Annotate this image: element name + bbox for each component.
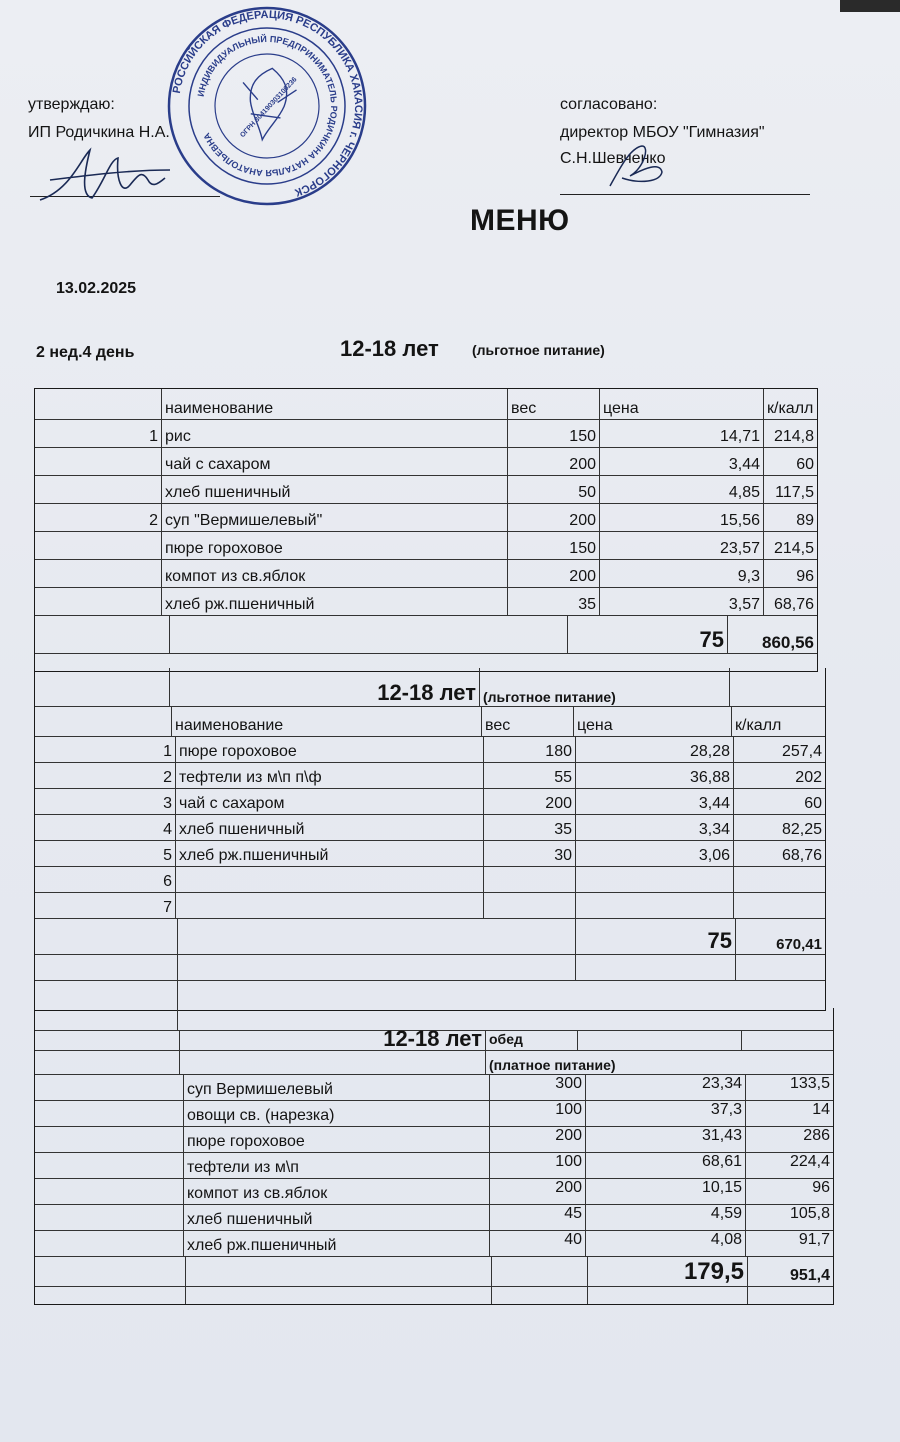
dish-name: суп Вермишелевый xyxy=(183,1074,489,1100)
dish-name: хлеб рж.пшеничный xyxy=(183,1230,489,1256)
dish-kcal: 60 xyxy=(763,447,817,475)
menu-table-3 xyxy=(34,1008,834,1305)
dish-price: 3,57 xyxy=(599,587,763,615)
menu-table-2 xyxy=(34,668,826,1011)
dish-price: 15,56 xyxy=(599,503,763,531)
dish-name: тефтели из м\п xyxy=(183,1152,489,1178)
table2-title-row xyxy=(35,668,825,707)
dish-kcal: 214,8 xyxy=(763,419,817,447)
dish-name: суп "Вермишелевый" xyxy=(161,503,507,531)
col-price-header: цена xyxy=(573,706,731,736)
table1-total-price: 75 xyxy=(567,615,727,653)
table-row xyxy=(35,1100,833,1127)
table-row xyxy=(35,419,817,448)
dish-kcal: 257,4 xyxy=(733,736,825,762)
row-number: 1 xyxy=(149,428,158,445)
dish-name: тефтели из м\п п\ф xyxy=(175,762,483,788)
dish-weight: 200 xyxy=(507,503,599,531)
svg-text:РОССИЙСКАЯ ФЕДЕРАЦИЯ РЕСПУБЛИК: РОССИЙСКАЯ ФЕДЕРАЦИЯ РЕСПУБЛИКА ХАКАСИЯ г. ЧЕРНОГОРСК xyxy=(170,8,365,199)
table1-header-row xyxy=(35,389,817,420)
menu-date: 13.02.2025 xyxy=(56,280,137,297)
col-weight-header: вес xyxy=(481,706,573,736)
approver-name: ИП Родичкина Н.А. xyxy=(28,124,170,141)
dish-name: пюре гороховое xyxy=(161,531,507,559)
dish-weight: 200 xyxy=(489,1178,585,1204)
table-row xyxy=(35,866,825,893)
table-row xyxy=(35,447,817,476)
row-number xyxy=(35,587,161,615)
page-title: МЕНЮ xyxy=(470,204,570,237)
dish-weight xyxy=(483,892,575,918)
approve-label: утверждаю: xyxy=(28,96,115,113)
dish-weight: 30 xyxy=(483,840,575,866)
table-row xyxy=(35,1152,833,1179)
dish-kcal: 60 xyxy=(733,788,825,814)
dish-weight: 150 xyxy=(507,419,599,447)
dish-weight xyxy=(483,866,575,892)
dish-weight: 55 xyxy=(483,762,575,788)
table-row xyxy=(35,762,825,789)
dish-price xyxy=(575,866,733,892)
dish-price: 37,3 xyxy=(585,1100,745,1126)
col-name-header: наименование xyxy=(171,706,481,736)
section3-meal: обед xyxy=(485,1030,577,1050)
dish-weight: 100 xyxy=(489,1152,585,1178)
dish-weight: 300 xyxy=(489,1074,585,1100)
dish-kcal: 91,7 xyxy=(745,1230,833,1256)
dish-name: компот из св.яблок xyxy=(183,1178,489,1204)
row-number: 1 xyxy=(163,743,172,760)
menu-table-1 xyxy=(34,388,818,672)
col-price-header: цена xyxy=(599,389,763,419)
dish-price xyxy=(575,892,733,918)
dish-weight: 35 xyxy=(507,587,599,615)
row-number xyxy=(35,447,161,475)
dish-price: 3,44 xyxy=(575,788,733,814)
row-number xyxy=(35,475,161,503)
dish-kcal: 14 xyxy=(745,1100,833,1126)
col-kcal-header: к/калл xyxy=(763,389,817,419)
table2-total-price: 75 xyxy=(575,918,735,954)
dish-name: овощи св. (нарезка) xyxy=(183,1100,489,1126)
dish-price: 4,59 xyxy=(585,1204,745,1230)
row-number xyxy=(35,559,161,587)
table3-total-price: 179,5 xyxy=(587,1256,747,1286)
row-number: 4 xyxy=(163,821,172,838)
dish-name: хлеб пшеничный xyxy=(161,475,507,503)
dish-kcal xyxy=(733,866,825,892)
table2-header-row xyxy=(35,706,825,737)
dish-kcal xyxy=(733,892,825,918)
dish-kcal: 82,25 xyxy=(733,814,825,840)
section3-age: 12-18 лет xyxy=(179,1030,485,1050)
dish-kcal: 89 xyxy=(763,503,817,531)
dish-price: 23,34 xyxy=(585,1074,745,1100)
table-row xyxy=(35,1074,833,1101)
table3-total-row xyxy=(35,1256,833,1287)
agreed-label: согласовано: xyxy=(560,96,658,113)
table3-title-row xyxy=(35,1030,833,1050)
dish-name: пюре гороховое xyxy=(175,736,483,762)
dish-kcal: 224,4 xyxy=(745,1152,833,1178)
section1-age: 12-18 лет xyxy=(340,336,439,361)
table3-subtitle-row xyxy=(35,1050,833,1075)
dish-weight: 50 xyxy=(507,475,599,503)
dish-name: хлеб пшеничный xyxy=(183,1204,489,1230)
director-position: директор МБОУ "Гимназия" xyxy=(560,124,765,141)
row-number: 3 xyxy=(163,795,172,812)
dish-price: 36,88 xyxy=(575,762,733,788)
table1-total-row xyxy=(35,615,817,654)
dish-kcal: 68,76 xyxy=(763,587,817,615)
dish-kcal: 96 xyxy=(763,559,817,587)
table-row xyxy=(35,1126,833,1153)
table-row xyxy=(35,814,825,841)
row-number: 7 xyxy=(163,899,172,916)
dish-name xyxy=(175,866,483,892)
dish-price: 3,44 xyxy=(599,447,763,475)
dish-price: 3,06 xyxy=(575,840,733,866)
dish-kcal: 105,8 xyxy=(745,1204,833,1230)
table-row xyxy=(35,892,825,919)
table-row xyxy=(35,840,825,867)
section2-age: 12-18 лет xyxy=(169,668,479,706)
dish-weight: 100 xyxy=(489,1100,585,1126)
table2-total-kcal: 670,41 xyxy=(735,918,825,954)
dish-weight: 150 xyxy=(507,531,599,559)
table-row xyxy=(35,1230,833,1257)
section1-type: (льготное питание) xyxy=(472,342,605,358)
dish-weight: 35 xyxy=(483,814,575,840)
dish-price: 28,28 xyxy=(575,736,733,762)
dish-price: 23,57 xyxy=(599,531,763,559)
dish-kcal: 214,5 xyxy=(763,531,817,559)
dish-weight: 200 xyxy=(489,1126,585,1152)
col-kcal-header: к/калл xyxy=(731,706,825,736)
dish-weight: 180 xyxy=(483,736,575,762)
dish-kcal: 133,5 xyxy=(745,1074,833,1100)
dish-weight: 200 xyxy=(483,788,575,814)
dish-name: хлеб пшеничный xyxy=(175,814,483,840)
table2-total-row xyxy=(35,918,825,955)
table-row xyxy=(35,736,825,763)
section3-type: (платное питание) xyxy=(485,1050,833,1074)
table3-total-kcal: 951,4 xyxy=(747,1256,833,1286)
dish-price: 68,61 xyxy=(585,1152,745,1178)
dish-weight: 200 xyxy=(507,559,599,587)
row-number xyxy=(35,531,161,559)
table-row xyxy=(35,1178,833,1205)
dish-price: 4,85 xyxy=(599,475,763,503)
table-row xyxy=(35,475,817,504)
dish-name: компот из св.яблок xyxy=(161,559,507,587)
dish-weight: 45 xyxy=(489,1204,585,1230)
dish-weight: 40 xyxy=(489,1230,585,1256)
col-weight-header: вес xyxy=(507,389,599,419)
dish-price: 4,08 xyxy=(585,1230,745,1256)
director-signature xyxy=(600,138,670,194)
table-row xyxy=(35,559,817,588)
dish-name: чай с сахаром xyxy=(161,447,507,475)
dish-name: чай с сахаром xyxy=(175,788,483,814)
table1-total-kcal: 860,56 xyxy=(727,615,817,653)
table-row xyxy=(35,503,817,532)
section2-type: (льготное питание) xyxy=(479,668,729,706)
row-number: 5 xyxy=(163,847,172,864)
dish-kcal: 68,76 xyxy=(733,840,825,866)
official-stamp xyxy=(149,0,385,220)
svg-text:ОГРН 304190303100236: ОГРН 304190303100236 xyxy=(239,76,299,140)
week-day-label: 2 нед.4 день xyxy=(36,344,135,361)
dish-price: 31,43 xyxy=(585,1126,745,1152)
svg-text:ИНДИВИДУАЛЬНЫЙ ПРЕДПРИНИМАТЕЛЬ: ИНДИВИДУАЛЬНЫЙ ПРЕДПРИНИМАТЕЛЬ РОДИЧКИНА НАТАЛЬЯ АНАТОЛЬЕВНА xyxy=(195,33,340,179)
dish-price: 3,34 xyxy=(575,814,733,840)
dish-weight: 200 xyxy=(507,447,599,475)
dish-name xyxy=(175,892,483,918)
director-signature-line xyxy=(560,194,810,195)
table-row xyxy=(35,587,817,616)
row-number: 2 xyxy=(163,769,172,786)
table-row xyxy=(35,1204,833,1231)
row-number: 6 xyxy=(163,873,172,890)
dish-kcal: 96 xyxy=(745,1178,833,1204)
col-name-header: наименование xyxy=(161,389,507,419)
table-row xyxy=(35,531,817,560)
dish-kcal: 202 xyxy=(733,762,825,788)
table-row xyxy=(35,788,825,815)
dish-price: 10,15 xyxy=(585,1178,745,1204)
dish-name: хлеб рж.пшеничный xyxy=(175,840,483,866)
dish-kcal: 286 xyxy=(745,1126,833,1152)
dish-price: 14,71 xyxy=(599,419,763,447)
row-number: 2 xyxy=(149,512,158,529)
background-edge xyxy=(840,0,900,12)
director-name: С.Н.Шевченко xyxy=(560,150,666,167)
dish-kcal: 117,5 xyxy=(763,475,817,503)
dish-price: 9,3 xyxy=(599,559,763,587)
dish-name: хлеб рж.пшеничный xyxy=(161,587,507,615)
dish-name: рис xyxy=(161,419,507,447)
dish-name: пюре гороховое xyxy=(183,1126,489,1152)
